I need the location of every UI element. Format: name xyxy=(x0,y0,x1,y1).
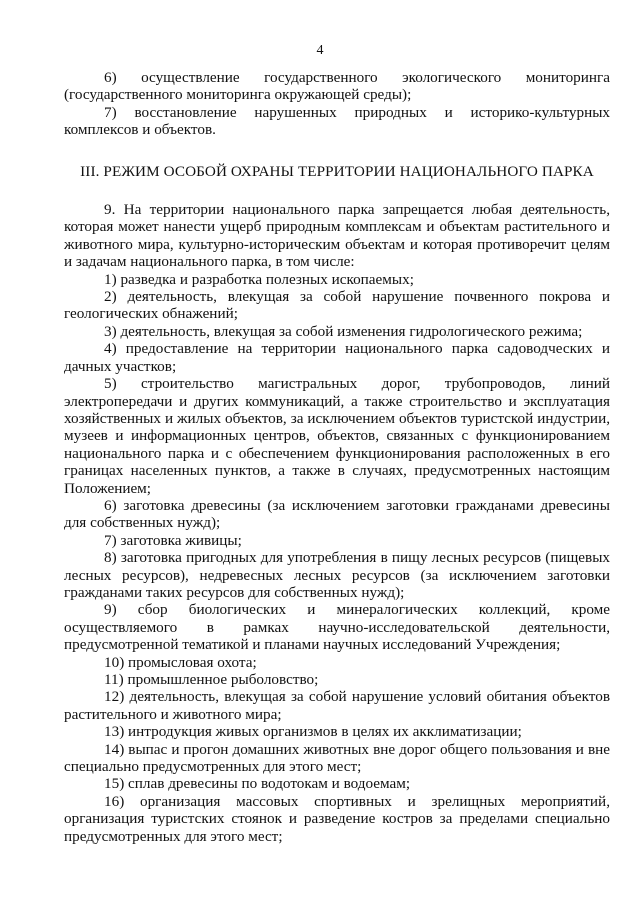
document-body xyxy=(64,69,610,845)
list-item: 7) заготовка живицы; xyxy=(104,531,242,549)
paragraph: 6) осуществление государственного экологического мониторинга (государственного мониторинга окружающей среды); xyxy=(64,69,610,104)
page-number: 4 xyxy=(316,43,324,58)
list-item: 1) разведка и разработка полезных ископаемых; xyxy=(104,270,414,288)
list-item: 11) промышленное рыболовство; xyxy=(104,671,319,688)
list-item: 12) деятельность, влекущая за собой нарушение условий обитания объектов растительного и животного мира; xyxy=(64,688,610,723)
list-item: 6) заготовка древесины (за исключением заготовки гражданами древесины для собственных нужд); xyxy=(64,496,610,532)
list-item: 4) предоставление на территории национального парка садоводческих и дачных участков; xyxy=(64,340,610,375)
list-item: 8) заготовка пригодных для употребления в пищу лесных ресурсов (пищевых лесных ресурсов), недревесных лесных ресурсов (за исключением заготовки гражданами таких ресурсов для собственных нужд); xyxy=(64,549,610,601)
list-item: 10) промысловая охота; xyxy=(104,653,257,671)
list-item: 3) деятельность, влекущая за собой изменения гидрологического режима; xyxy=(104,322,583,340)
list-item: 5) строительство магистральных дорог, трубопроводов, линий электропередачи и других коммуникаций, а также строительство и эксплуатация хозяйственных и жилых объектов, за исключением объектов туристской индустрии, музеев и информационных центров, объектов, связанных с функционированием национального парка и с обеспечением функционирования расположенных в его границах населенных пунктов, а также в случаях, предусмотренных настоящим Положением; xyxy=(64,375,610,497)
list-item: 15) сплав древесины по водотокам и водоемам; xyxy=(104,775,411,793)
section-title: III. РЕЖИМ ОСОБОЙ ОХРАНЫ ТЕРРИТОРИИ НАЦИОНАЛЬНОГО ПАРКА xyxy=(80,162,594,180)
list-item: 16) организация массовых спортивных и зрелищных мероприятий, организация туристских стоянок и разведение костров за пределами специально предусмотренных для этого мест; xyxy=(64,792,610,845)
paragraph: 9. На территории национального парка запрещается любая деятельность, которая может нанести ущерб природным комплексам и объектам растительного и животного мира, культурно-историческим объектам и которая противоречит целям и задачам национального парка, в том числе: xyxy=(64,201,610,271)
list-item: 14) выпас и прогон домашних животных вне дорог общего пользования и вне специально предусмотренных для этого мест; xyxy=(64,740,610,776)
list-item: 9) сбор биологических и минералогических коллекций, кроме осуществляемого в рамках научно-исследовательской деятельности, предусмотренной тематикой и планами научных исследований Учреждения; xyxy=(64,601,610,654)
paragraph: 7) восстановление нарушенных природных и историко-культурных комплексов и объектов. xyxy=(64,103,610,139)
list-item: 2) деятельность, влекущая за собой нарушение почвенного покрова и геологических обнажений; xyxy=(64,288,610,323)
list-item: 13) интродукция живых организмов в целях их акклиматизации; xyxy=(104,723,522,741)
